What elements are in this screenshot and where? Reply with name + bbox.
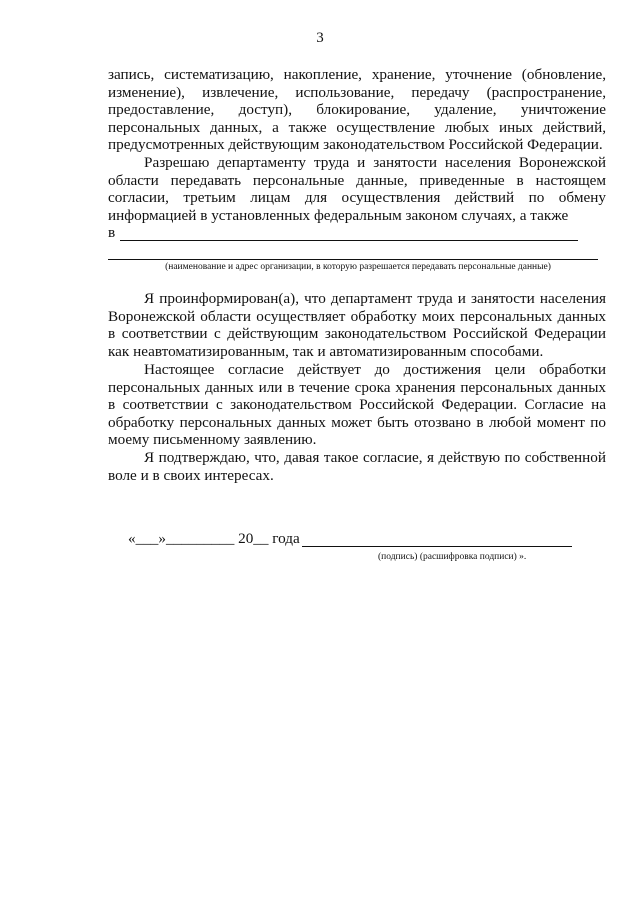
paragraph-confirmation: Я подтверждаю, что, давая такое согласие, я действую по собственной воле и в своих интересах. xyxy=(108,449,606,484)
organization-fill-line-2 xyxy=(108,259,598,260)
page-number: 3 xyxy=(316,30,324,46)
transfer-target-prefix: в xyxy=(108,224,116,241)
paragraph-processing-actions: запись, систематизацию, накопление, хранение, уточнение (обновление, изменение), извлечение, использование, передачу (распространение, предоставление, доступ), блокирование, удаление, уничтожение персональных данных, а также осуществление любых иных действий, предусмотренных действующим законодательством Российской Федерации. xyxy=(108,66,606,154)
signature-line xyxy=(302,546,572,547)
date-line: «___»_________ 20__ года xyxy=(128,530,300,547)
signature-caption: (подпись) (расшифровка подписи) ». xyxy=(378,552,527,562)
organization-fill-line xyxy=(120,240,578,241)
paragraph-validity: Настоящее согласие действует до достижения цели обработки персональных данных или в течение срока хранения персональных данных в соответствии с законодательством Российской Федерации. Согласие на обработку персональных данных может быть отозвано в любой момент по моему письменному заявлению. xyxy=(108,361,606,449)
organization-caption: (наименование и адрес организации, в которую разрешается передавать персональные данные) xyxy=(165,262,551,272)
paragraph-transfer-permission: Разрешаю департаменту труда и занятости населения Воронежской области передавать персональные данные, приведенные в настоящем согласии, третьим лицам для осуществления действий по обмену информацией в установленных федеральным законом случаях, а также xyxy=(108,154,606,224)
paragraph-informed: Я проинформирован(а), что департамент труда и занятости населения Воронежской области осуществляет обработку моих персональных данных в соответствии с действующим законодательством Российской Федерации как неавтоматизированным, так и автоматизированным способами. xyxy=(108,290,606,360)
